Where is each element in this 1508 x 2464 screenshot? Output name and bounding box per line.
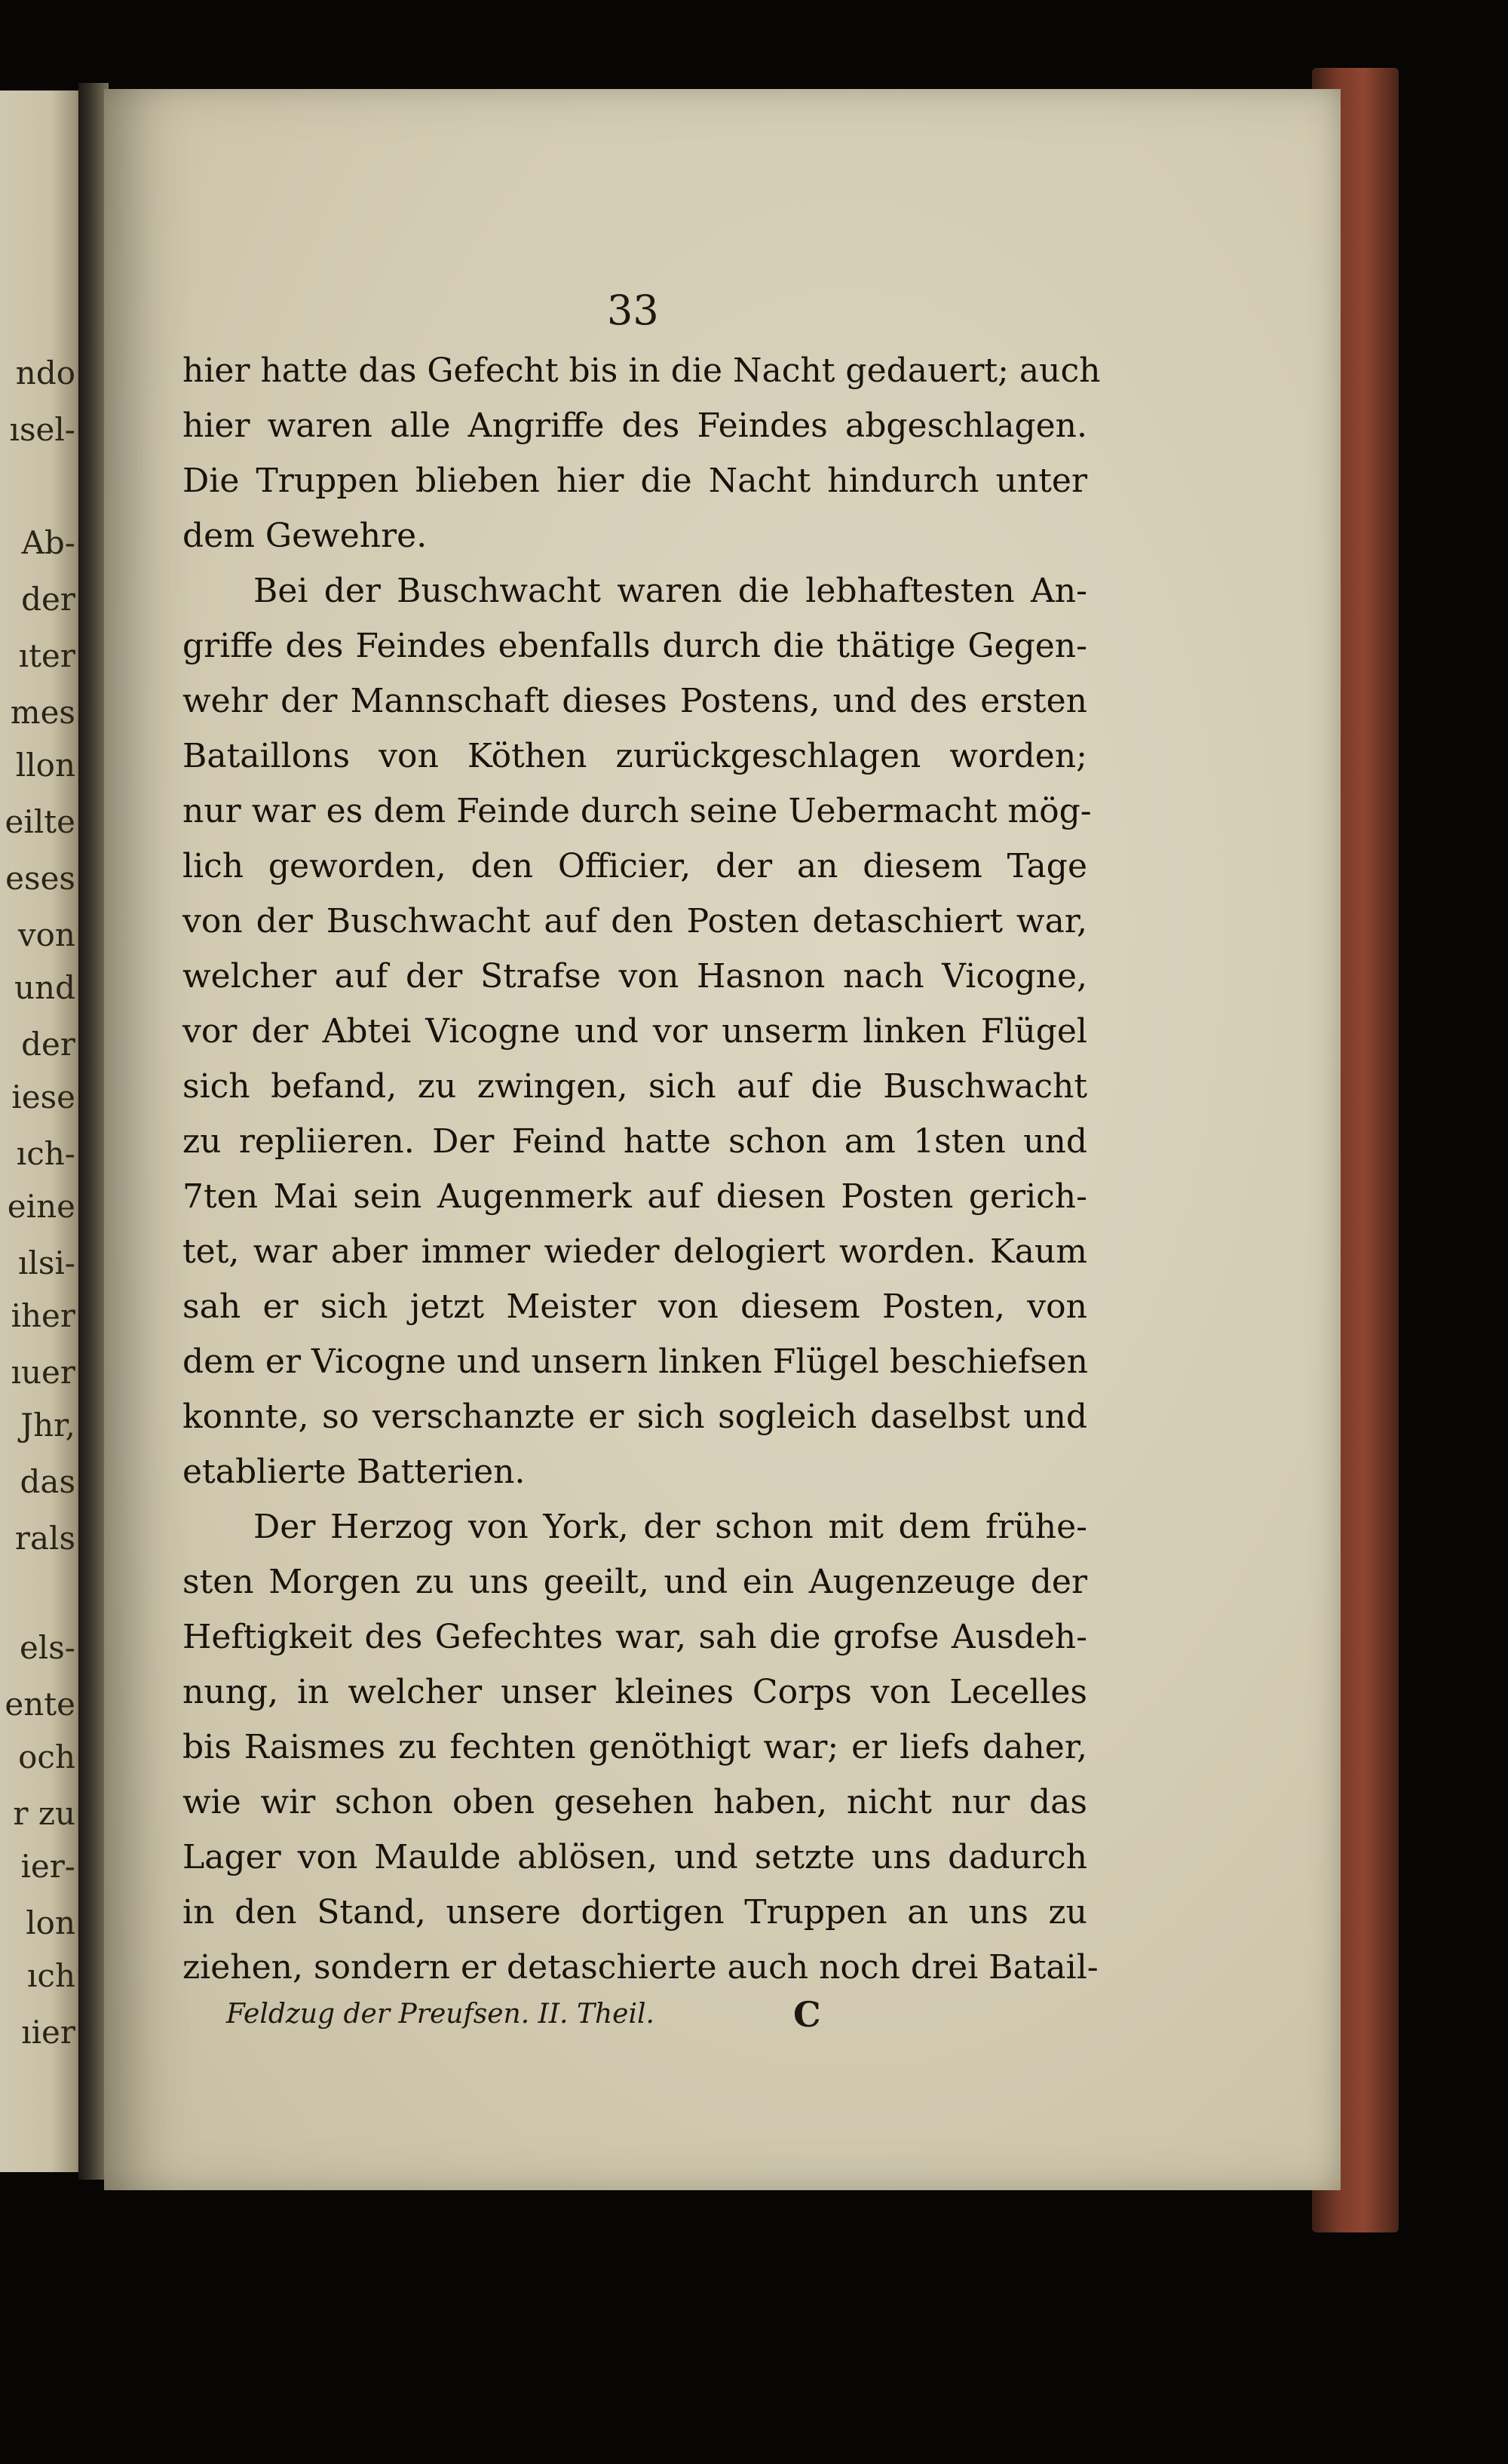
text-line: welcher auf der Strafse von Hasnon nach Vicogne, — [182, 957, 1087, 996]
text-line: sten Morgen zu uns geeilt, und ein Augenzeuge der — [182, 1563, 1087, 1601]
left-page-line: eine — [7, 1188, 75, 1225]
left-page-line: ıter — [18, 637, 75, 674]
left-page-line: llon — [15, 747, 75, 784]
left-page-line: mes — [10, 694, 75, 731]
text-line: wehr der Mannschaft dieses Postens, und des ersten — [182, 682, 1087, 720]
left-page-line: rals — [14, 1520, 75, 1557]
text-line: Bataillons von Köthen zurückgeschlagen worden; — [182, 737, 1087, 775]
footer-title: Feldzug der Preufsen. II. Theil. — [226, 1999, 654, 2030]
text-line: in den Stand, unsere dortigen Truppen an uns zu — [182, 1893, 1087, 1932]
text-line: bis Raismes zu fechten genöthigt war; er liefs daher, — [182, 1728, 1087, 1766]
left-page-line: ier- — [20, 1848, 75, 1885]
page-number: 33 — [607, 287, 659, 334]
left-page-line: r zu — [13, 1795, 75, 1832]
left-page-line: eses — [5, 860, 75, 897]
text-line: tet, war aber immer wieder delogiert worden. Kaum — [182, 1232, 1087, 1271]
text-line: Lager von Maulde ablösen, und setzte uns dadurch — [182, 1838, 1087, 1876]
text-line: nur war es dem Feinde durch seine Uebermacht mög- — [182, 792, 1092, 830]
text-line: konnte, so verschanzte er sich sogleich daselbst und — [182, 1398, 1087, 1436]
text-line: 7ten Mai sein Augenmerk auf diesen Posten gerich- — [182, 1177, 1087, 1216]
left-page-line: och — [18, 1738, 75, 1775]
text-line: Die Truppen blieben hier die Nacht hindurch unter — [182, 462, 1087, 500]
left-page-fragment — [0, 91, 84, 2172]
left-page-line: iher — [11, 1297, 75, 1334]
left-page-line: ısel- — [9, 411, 75, 448]
left-page-line: und — [14, 969, 75, 1006]
left-page-line: von — [17, 916, 75, 953]
left-page-line: der — [21, 1026, 75, 1063]
left-page-line: Ab- — [21, 524, 75, 561]
text-line: zu repliieren. Der Feind hatte schon am 1sten und — [182, 1122, 1087, 1161]
left-page-line: iese — [11, 1079, 75, 1115]
text-line: von der Buschwacht auf den Posten detaschiert war, — [182, 902, 1087, 940]
text-line: sich befand, zu zwingen, sich auf die Buschwacht — [182, 1067, 1087, 1106]
text-line: wie wir schon oben gesehen haben, nicht nur das — [182, 1783, 1087, 1821]
text-line: Der Herzog von York, der schon mit dem frühe- — [253, 1508, 1087, 1546]
left-page-line: ente — [5, 1686, 75, 1723]
left-page-line: eilte — [5, 803, 75, 840]
text-line: dem Gewehre. — [182, 517, 428, 555]
text-line: etablierte Batterien. — [182, 1453, 526, 1491]
text-line: griffe des Feindes ebenfalls durch die thätige Gegen- — [182, 627, 1087, 665]
signature-mark: C — [793, 1994, 821, 2035]
text-line: dem er Vicogne und unsern linken Flügel beschiefsen — [182, 1342, 1089, 1381]
text-line: Bei der Buschwacht waren die lebhaftesten An- — [253, 572, 1087, 610]
left-page-line: ılsi- — [17, 1244, 75, 1281]
text-line: lich geworden, den Officier, der an diesem Tage — [182, 847, 1087, 885]
left-page-line: lon — [26, 1904, 75, 1941]
left-page-line: ıier — [21, 2014, 75, 2051]
left-page-line: els- — [19, 1629, 75, 1666]
left-page-line: Jhr, — [20, 1407, 75, 1444]
text-line: Heftigkeit des Gefechtes war, sah die grofse Ausdeh- — [182, 1618, 1087, 1656]
text-line: vor der Abtei Vicogne und vor unserm linken Flügel — [182, 1012, 1087, 1051]
left-page-line: ıuer — [11, 1354, 75, 1391]
text-line: hier waren alle Angriffe des Feindes abgeschlagen. — [182, 407, 1087, 445]
left-page-line: ıch- — [16, 1135, 75, 1172]
left-page-line: der — [21, 581, 75, 618]
left-page-line: ndo — [15, 354, 75, 391]
text-line: sah er sich jetzt Meister von diesem Posten, von — [182, 1287, 1087, 1326]
left-page-line: ıch — [26, 1957, 75, 1994]
left-page-line: das — [20, 1463, 75, 1500]
text-line: hier hatte das Gefecht bis in die Nacht gedauert; auch — [182, 351, 1101, 390]
text-line: nung, in welcher unser kleines Corps von Lecelles — [182, 1673, 1087, 1711]
text-line: ziehen, sondern er detaschierte auch noch drei Batail- — [182, 1948, 1099, 1987]
